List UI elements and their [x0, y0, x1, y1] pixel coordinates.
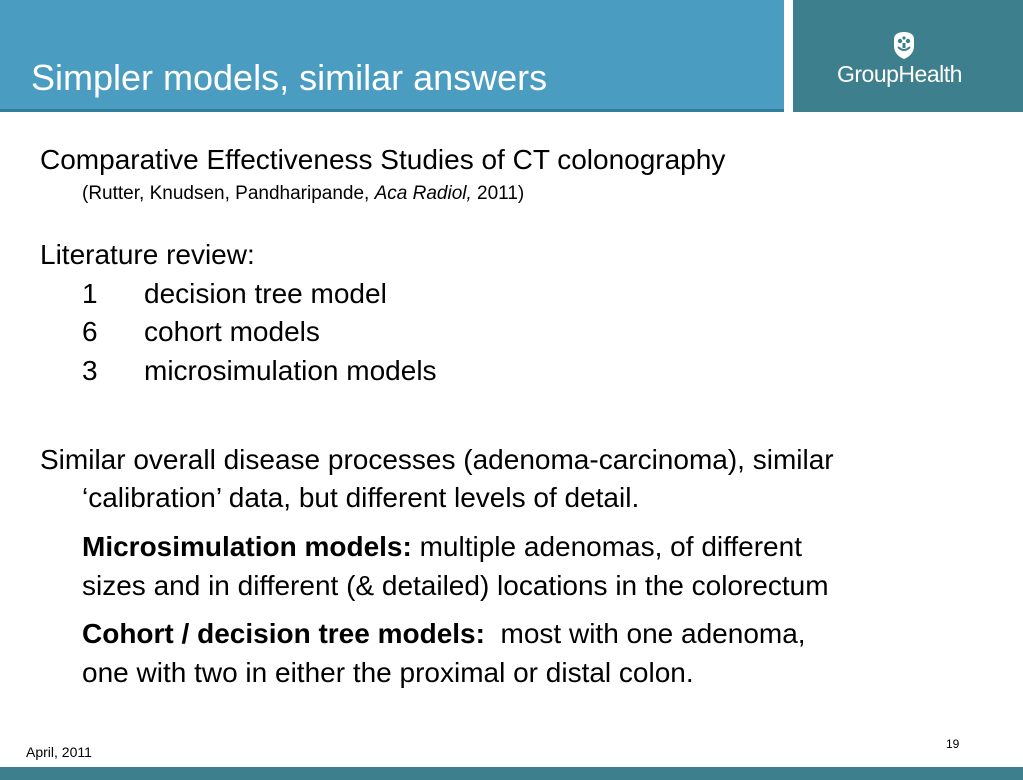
cohort-line-1 [82, 620, 806, 648]
review-item: decision tree model [144, 278, 387, 309]
review-label: Literature review: [40, 239, 255, 270]
review-item: microsimulation models [144, 355, 437, 386]
citation-year: 2011) [471, 183, 525, 204]
bottom-bar [0, 767, 1023, 780]
micro-line-2: sizes and in different (& detailed) locations in the colorectum [82, 570, 829, 601]
footer-date: April, 2011 [26, 744, 92, 760]
micro-label: Microsimulation models: [82, 531, 412, 562]
cohort-line-2: one with two in either the proximal or distal colon. [82, 657, 694, 688]
logo-text: GroupHealth [837, 61, 962, 87]
cohort-label: Cohort / decision tree models: [82, 618, 485, 649]
citation-journal: Aca Radiol, [374, 183, 472, 204]
similar-line-2: ‘calibration’ data, but different levels of detail. [82, 482, 640, 513]
page-number: 19 [946, 737, 960, 751]
cohort-text: most with one adenoma, [484, 618, 806, 649]
micro-text: multiple adenomas, of different [411, 531, 802, 562]
review-count: 6 [82, 316, 98, 347]
similar-line-1: Similar overall disease processes (adenoma-carcinoma), similar [40, 444, 834, 475]
review-item: cohort models [144, 316, 320, 347]
citation [82, 184, 524, 203]
review-count: 1 [82, 278, 98, 309]
study-heading: Comparative Effectiveness Studies of CT colonography [40, 144, 726, 175]
review-count: 3 [82, 355, 98, 386]
slide-title: Simpler models, similar answers [31, 57, 548, 98]
citation-authors: (Rutter, Knudsen, Pandharipande, [82, 183, 375, 204]
micro-line-1 [82, 533, 802, 561]
